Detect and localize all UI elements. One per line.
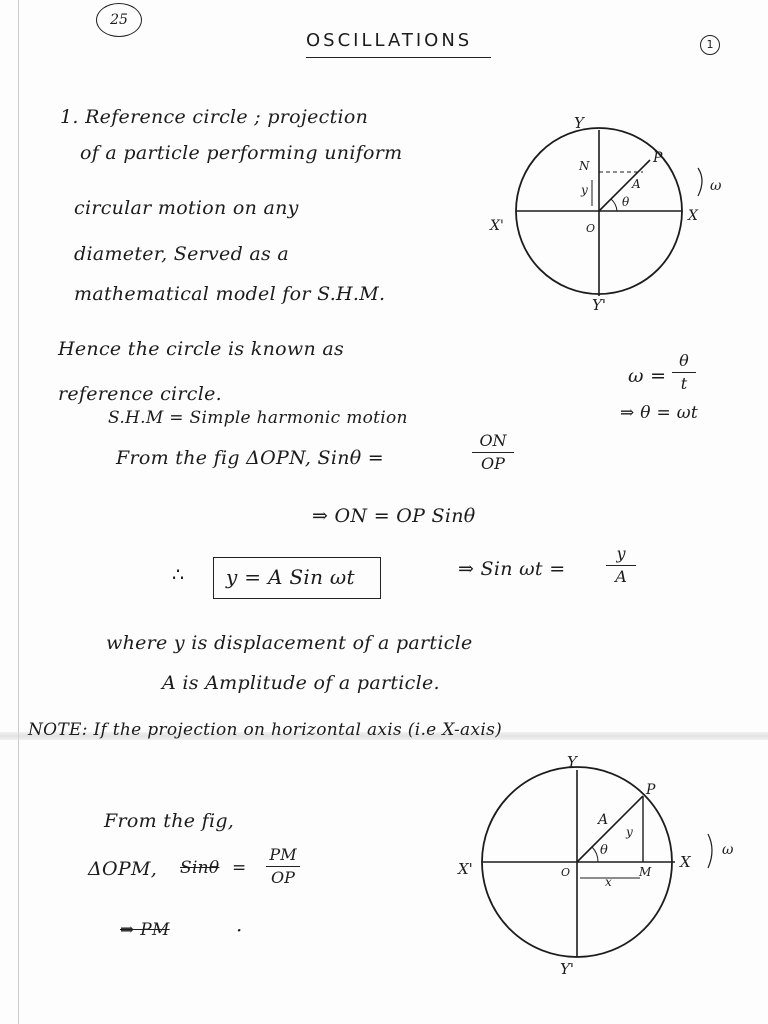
omega-fraction: θ t <box>672 352 696 393</box>
label2-x: x <box>605 875 612 889</box>
text-line-1: 1. Reference circle ; projection <box>60 106 369 128</box>
reference-circle-diagram <box>480 110 740 325</box>
struck-sin: Sinθ <box>180 858 220 878</box>
text-line-4: diameter, Served as a <box>74 243 290 265</box>
therefore-symbol: ∴ <box>172 564 185 586</box>
label2-theta: θ <box>600 843 608 858</box>
corner-page-badge: 25 <box>96 3 142 37</box>
amplitude-line: A is Amplitude of a particle. <box>162 672 440 694</box>
omega-label: ω = <box>628 365 667 387</box>
label2-m: M <box>639 865 652 879</box>
shm-definition: S.H.M = Simple harmonic motion <box>108 408 408 428</box>
note-line: NOTE: If the projection on horizontal axis (i.e X-axis) <box>28 720 503 740</box>
title-underline <box>306 57 491 58</box>
triangle-opm: ΔOPM, <box>88 858 158 880</box>
label-theta: θ <box>622 195 630 209</box>
label-y-bottom: Y' <box>592 296 607 314</box>
from-fig-line-2: From the fig, <box>104 810 235 832</box>
label2-y-bottom: Y' <box>560 960 575 978</box>
text-line-6: Hence the circle is known as <box>58 338 345 360</box>
margin-rule <box>18 0 19 1024</box>
sin-equals: = <box>232 858 247 878</box>
label2-p: P <box>646 782 656 798</box>
sinwt-prefix: ⇒ Sin ωt = <box>458 558 566 580</box>
label-p: P <box>653 150 663 166</box>
struck-pm: ⇒ PM <box>120 920 170 940</box>
text-line-5: mathematical model for S.H.M. <box>74 283 386 305</box>
label2-y: y <box>626 825 633 839</box>
label-y-top: Y <box>574 114 584 132</box>
theta-arc <box>611 199 617 211</box>
theta-arc-2 <box>592 847 598 862</box>
label2-x-left: X' <box>458 860 473 878</box>
page-number-circle: 1 <box>700 35 720 55</box>
boxed-formula: y = A Sin ωt <box>226 565 355 589</box>
rotation-arrow-2 <box>708 834 712 868</box>
label2-x-right: X <box>680 853 691 871</box>
horizontal-projection-diagram <box>440 750 760 980</box>
label-x-right: X <box>688 208 698 224</box>
label2-omega: ω <box>722 842 734 858</box>
where-line: where y is displacement of a particle <box>106 632 473 654</box>
radius-op-2 <box>577 796 643 862</box>
sinwt-fraction: y A <box>606 545 636 586</box>
trailing-dot: · <box>236 918 243 942</box>
label2-a: A <box>598 812 609 828</box>
label-omega: ω <box>710 178 722 194</box>
sin-fraction: ON OP <box>472 432 514 473</box>
from-fig-line: From the fig ΔOPN, Sinθ = <box>116 447 385 469</box>
text-line-2: of a particle performing uniform <box>80 142 403 164</box>
rotation-arrow <box>698 168 702 196</box>
label2-y-top: Y <box>567 753 577 771</box>
text-line-3: circular motion on any <box>74 197 299 219</box>
label2-origin: O <box>561 866 571 879</box>
label-y-disp: y <box>581 183 588 197</box>
pm-fraction: PM OP <box>266 846 300 887</box>
label-origin: O <box>586 222 596 235</box>
text-line-7: reference circle. <box>58 383 222 405</box>
theta-result: ⇒ θ = ωt <box>620 403 699 423</box>
label-x-left: X' <box>490 218 504 234</box>
page-title: OSCILLATIONS <box>306 30 473 51</box>
on-result: ⇒ ON = OP Sinθ <box>312 505 476 527</box>
label-a: A <box>632 177 641 191</box>
label-n: N <box>579 159 590 173</box>
